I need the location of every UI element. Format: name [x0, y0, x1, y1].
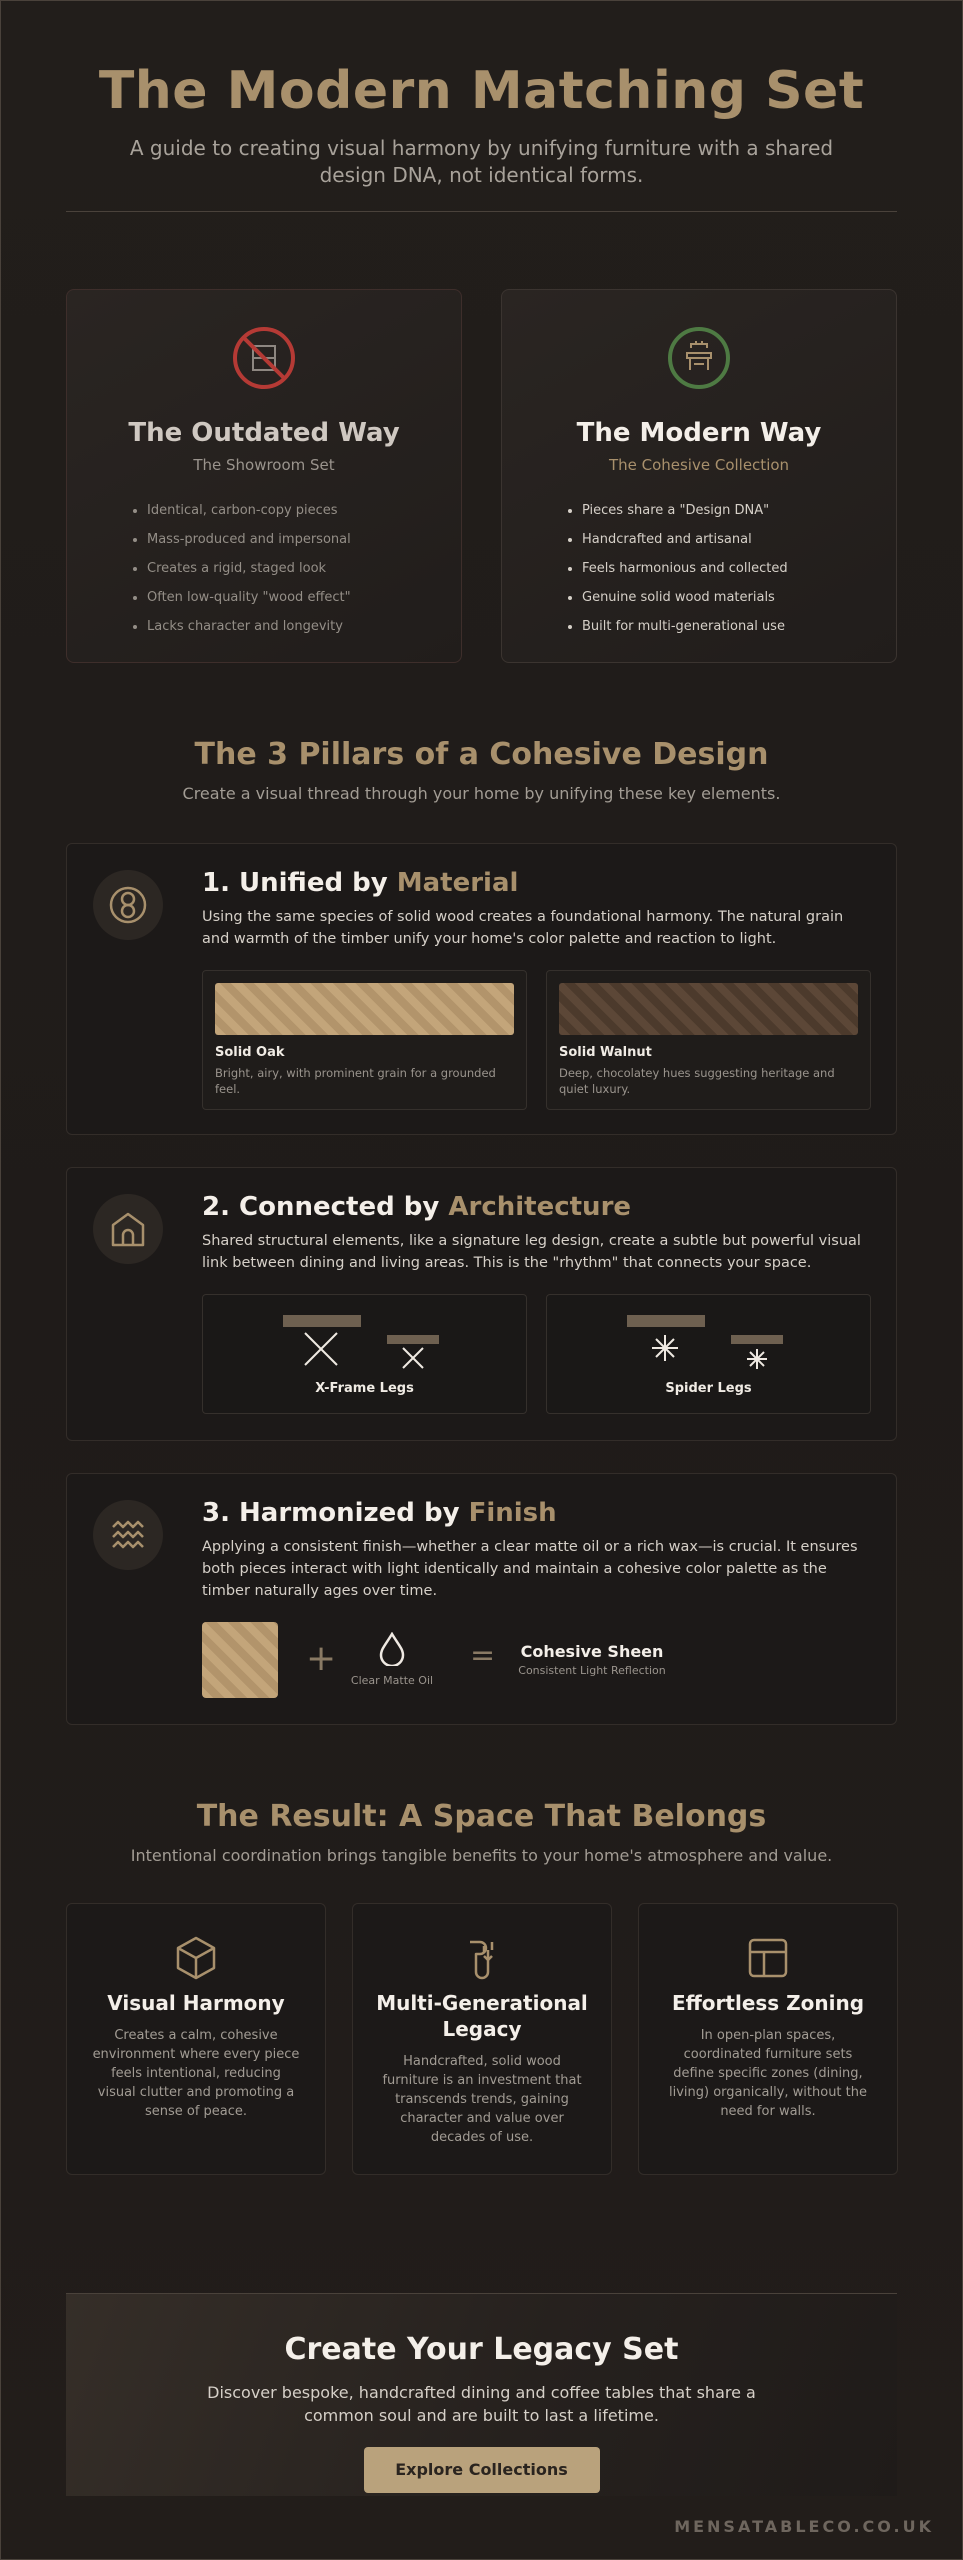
leg-spider [546, 1294, 871, 1414]
modern-list [562, 496, 788, 641]
cta-section [66, 2293, 897, 2496]
x-frame-legs-icon [283, 1315, 453, 1375]
list-item: • Identical, carbon-copy pieces [147, 496, 351, 525]
list-item: • Mass-produced and impersonal [147, 525, 351, 554]
pillar-description: Shared structural elements, like a signature leg design, create a subtle but powerful visual link between dining and living areas. This is the "rhythm" that connects your space. [202, 1233, 861, 1271]
footer-site-link[interactable]: MENSATABLECO.CO.UK [674, 2517, 934, 2536]
plant-hand-icon [458, 1934, 506, 1982]
divider [66, 211, 897, 212]
equals-icon: = [470, 1638, 496, 1673]
benefit-text: Creates a calm, cohesive environment where every piece feels intentional, reducing visual clutter and promoting a sense of peace. [92, 2028, 300, 2119]
finish-equation [202, 1622, 862, 1702]
pillar-title: 1. Unified by Material [202, 868, 519, 898]
benefit-card [352, 1903, 612, 2175]
layout-icon [744, 1934, 792, 1982]
leg-label: X-Frame Legs [315, 1381, 414, 1396]
leg-xframe [202, 1294, 527, 1414]
modern-subtitle: The Cohesive Collection [608, 456, 790, 474]
benefit-card [638, 1903, 898, 2175]
modern-way-card [501, 289, 897, 663]
list-item: • Genuine solid wood materials [582, 583, 788, 612]
outdated-subtitle: The Showroom Set [193, 456, 335, 474]
result-title: Cohesive Sheen [520, 1642, 664, 1661]
hero [1, 1, 962, 189]
comparison-section [66, 289, 897, 663]
list-item: • Lacks character and longevity [147, 612, 351, 641]
result-header [1, 1799, 962, 1865]
no-furniture-icon [232, 326, 296, 390]
benefit-text: Handcrafted, solid wood furniture is an investment that transcends trends, gaining character and value over decades of use. [382, 2054, 582, 2145]
page-subtitle: A guide to creating visual harmony by unifying furniture with a shared design DNA, not identical forms. [129, 136, 834, 187]
waves-icon [108, 1515, 148, 1555]
list-item: • Handcrafted and artisanal [582, 525, 788, 554]
result-title: The Result: A Space That Belongs [196, 1799, 767, 1834]
benefit-text: In open-plan spaces, coordinated furniture sets define specific zones (dining, living) organically, without the need for walls. [669, 2028, 867, 2119]
outdated-list [127, 496, 351, 641]
plus-icon: + [306, 1638, 337, 1679]
drop-label: Clear Matte Oil [350, 1674, 434, 1687]
swatch-walnut [546, 970, 871, 1110]
pillar-title: 3. Harmonized by Finish [202, 1498, 557, 1528]
modern-title: The Modern Way [576, 418, 822, 448]
pillar-badge [93, 870, 163, 940]
swatch-oak [202, 970, 527, 1110]
cta-text: Discover bespoke, handcrafted dining and coffee tables that share a common soul and are built to last a lifetime. [207, 2383, 756, 2425]
result-subtitle: Intentional coordination brings tangible benefits to your home's atmosphere and value. [130, 1846, 833, 1865]
handcrafted-table-icon [667, 326, 731, 390]
pillars-subtitle: Create a visual thread through your home by unifying these key elements. [182, 784, 781, 803]
walnut-texture [559, 983, 858, 1035]
swatch-name: Solid Walnut [559, 1045, 652, 1060]
pillar-badge [93, 1194, 163, 1264]
pillar-badge [93, 1500, 163, 1570]
outdated-title: The Outdated Way [128, 418, 400, 448]
list-item: • Often low-quality "wood effect" [147, 583, 351, 612]
swatch-note: Bright, airy, with prominent grain for a grounded feel. [215, 1066, 496, 1096]
leg-label: Spider Legs [665, 1381, 752, 1396]
cube-icon [172, 1934, 220, 1982]
wood-sample [202, 1622, 278, 1698]
swatch-note: Deep, chocolatey hues suggesting heritage and quiet luxury. [559, 1066, 835, 1096]
list-item: • Feels harmonious and collected [582, 554, 788, 583]
benefit-card [66, 1903, 326, 2175]
result-subtitle: Consistent Light Reflection [518, 1664, 666, 1677]
pillar-finish [66, 1473, 897, 1725]
benefits-section [66, 1903, 897, 2175]
outdated-way-card [66, 289, 462, 663]
cta-title: Create Your Legacy Set [284, 2332, 679, 2367]
page-title: The Modern Matching Set [98, 61, 865, 121]
pillar-description: Applying a consistent finish—whether a clear matte oil or a rich wax—is crucial. It ensures both pieces interact with light identically and maintain a cohesive color palette as the timber naturally ages over time. [202, 1539, 858, 1599]
material-rings-icon [108, 885, 148, 925]
drop-icon [378, 1632, 406, 1666]
list-item: • Pieces share a "Design DNA" [582, 496, 788, 525]
pillar-description: Using the same species of solid wood creates a foundational harmony. The natural grain and warmth of the timber unify your home's color palette and reaction to light. [202, 909, 844, 947]
pillar-architecture [66, 1167, 897, 1441]
house-arch-icon [108, 1209, 148, 1249]
benefit-title: Visual Harmony [107, 1991, 285, 2015]
pillar-title: 2. Connected by Architecture [202, 1192, 632, 1222]
list-item: • Creates a rigid, staged look [147, 554, 351, 583]
benefit-title: Effortless Zoning [671, 1991, 865, 2015]
list-item: • Built for multi-generational use [582, 612, 788, 641]
pillars-header [1, 737, 962, 803]
spider-legs-icon [627, 1315, 797, 1375]
explore-collections-button[interactable]: Explore Collections [364, 2447, 600, 2493]
benefit-title: Multi-Generational Legacy [376, 1991, 588, 2041]
oak-texture [215, 983, 514, 1035]
pillar-material [66, 843, 897, 1135]
swatch-name: Solid Oak [215, 1045, 285, 1060]
pillars-title: The 3 Pillars of a Cohesive Design [194, 737, 769, 772]
